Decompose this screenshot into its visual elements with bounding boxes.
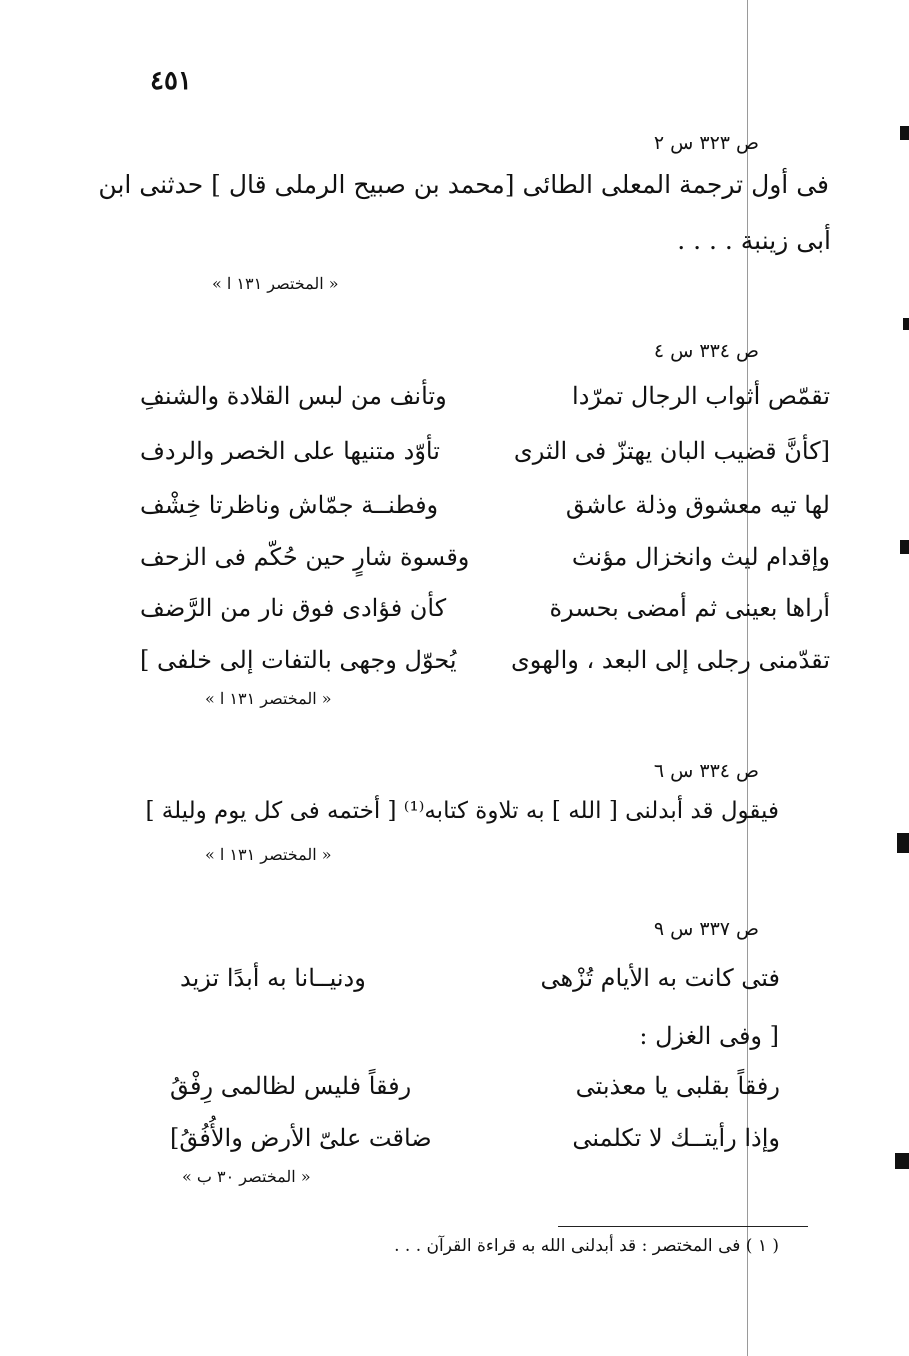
- verse-second-hemistich: رفقاً فليس لظالمى رِفْقُ: [170, 1072, 412, 1100]
- verse-line: [140, 594, 830, 634]
- source-citation: « المختصر ٣٠ ب »: [182, 1167, 311, 1186]
- verse-second-hemistich: وقسوة شارٍ حين حُكّم فى الزحف: [140, 543, 470, 571]
- verse-first-hemistich: [كأنَّ قضيب البان يهتزّ فى الثرى: [513, 437, 830, 465]
- footnote: ( ١ ) فى المختصر : قد أبدلنى الله به قراءة القرآن . . .: [394, 1236, 779, 1256]
- page-number: ٤٥١: [150, 66, 192, 96]
- prose-line: أبى زينبة . . . .: [677, 226, 831, 255]
- verse-second-hemistich: ضاقت علىّ الأرض والأُفُقُ]: [170, 1124, 432, 1152]
- edge-mark: [895, 1153, 909, 1169]
- verse-line: [140, 437, 830, 477]
- section-reference: ص ٣٣٤ س ٤: [653, 340, 759, 362]
- edge-mark: [900, 540, 909, 554]
- verse-first-hemistich: تقدّمنى رجلى إلى البعد ، والهوى: [511, 646, 830, 674]
- verse-first-hemistich: لها تيه معشوق وذلة عاشق: [565, 491, 830, 519]
- verse-second-hemistich: يُحوّل وجهى بالتفات إلى خلفى ]: [140, 646, 457, 674]
- footnote-rule: [558, 1226, 808, 1227]
- edge-mark: [897, 833, 909, 853]
- prose-line: فيقول قد أبدلنى [ الله ] به تلاوة كتابه⁽¹⁾ [ أختمه فى كل يوم وليلة ]: [145, 798, 779, 824]
- verse-first-hemistich: وإذا رأيتــك لا تكلمنى: [572, 1124, 780, 1152]
- verse-first-hemistich: تقمّص أثواب الرجال تمرّدا: [572, 382, 830, 410]
- verse-first-hemistich: وإقدام ليث وانخزال مؤنث: [571, 543, 830, 571]
- section-reference: ص ٣٣٤ س ٦: [653, 760, 759, 782]
- edge-mark: [900, 126, 909, 140]
- prose-line: فى أول ترجمة المعلى الطائى [محمد بن صبيح الرملى قال ] حدثنى ابن: [98, 170, 829, 199]
- verse-first-hemistich: فتى كانت به الأيام تُزْهى: [540, 964, 780, 992]
- prose-line: [ وفى الغزل :: [639, 1022, 779, 1050]
- verse-second-hemistich: تأوّد متنيها على الخصر والردف: [140, 437, 440, 465]
- section-reference: ص ٣٢٣ س ٢: [653, 132, 759, 154]
- source-citation: « المختصر ١٣١ ا »: [212, 274, 339, 293]
- edge-mark: [903, 318, 909, 330]
- verse-line: [140, 646, 830, 686]
- verse-line: [140, 491, 830, 531]
- verse-second-hemistich: ودنيــانا به أبدًا تزيد: [180, 964, 366, 992]
- verse-line: [170, 1072, 780, 1112]
- source-citation: « المختصر ١٣١ ا »: [205, 689, 332, 708]
- verse-first-hemistich: أراها بعينى ثم أمضى بحسرة: [549, 594, 830, 622]
- verse-second-hemistich: وتأنف من لبس القلادة والشنفِ: [140, 382, 447, 410]
- source-citation: « المختصر ١٣١ ا »: [205, 845, 332, 864]
- verse-second-hemistich: وفطنــة جمّاش وناظرتا خِشْف: [140, 491, 439, 519]
- verse-line: [170, 1124, 780, 1164]
- section-reference: ص ٣٣٧ س ٩: [653, 918, 759, 940]
- verse-line: [140, 543, 830, 583]
- verse-line: [140, 382, 830, 422]
- verse-line: [180, 964, 780, 1004]
- verse-second-hemistich: كأن فؤادى فوق نار من الرَّضف: [140, 594, 447, 622]
- verse-first-hemistich: رفقاً بقلبى يا معذبتى: [575, 1072, 780, 1100]
